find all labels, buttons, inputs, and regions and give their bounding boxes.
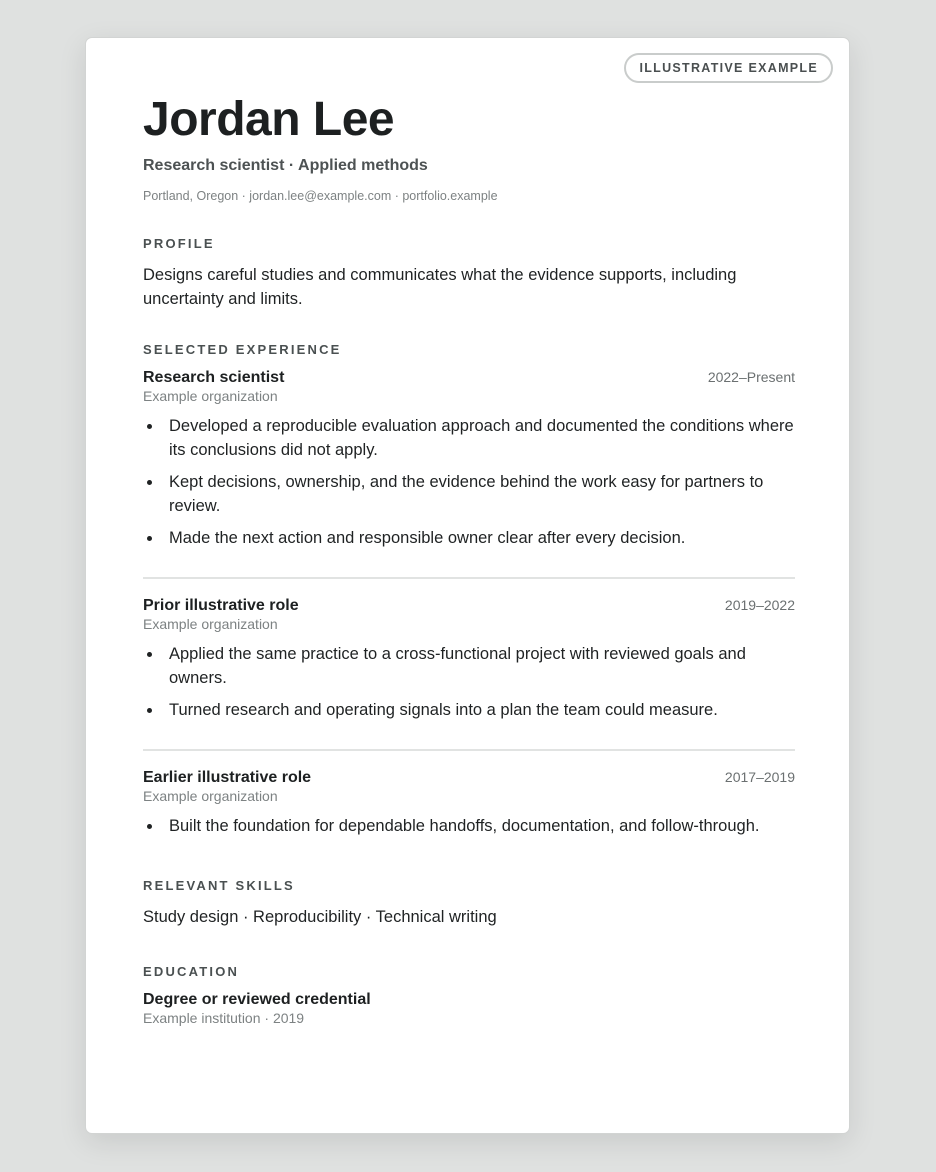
bullet-dot-icon [147, 652, 152, 657]
job-dates: 2019–2022 [724, 597, 795, 613]
job-title: Earlier illustrative role [143, 769, 312, 786]
bullet-item [143, 414, 795, 462]
bullet-item [143, 526, 795, 550]
illustrative-example-badge: ILLUSTRATIVE EXAMPLE [624, 53, 833, 83]
education-title: Degree or reviewed credential [143, 991, 371, 1008]
bullet-item [143, 642, 795, 690]
bullet-dot-icon [147, 424, 152, 429]
bullet-item [143, 698, 795, 722]
skills-text: Study design · Reproducibility · Technical writing [143, 908, 497, 926]
resume-page [85, 37, 850, 1134]
bullet-text: Turned research and operating signals into a plan the team could measure. [169, 701, 718, 719]
job-organization: Example organization [143, 616, 278, 632]
job-title: Research scientist [143, 369, 285, 386]
bullet-dot-icon [147, 824, 152, 829]
bullet-dot-icon [147, 480, 152, 485]
skills-heading: RELEVANT SKILLS [143, 878, 295, 893]
bullet-item [143, 814, 795, 838]
contact-line: Portland, Oregon · jordan.lee@example.com · portfolio.example [143, 189, 498, 203]
job-bullets [143, 814, 795, 846]
education-detail: Example institution · 2019 [143, 1010, 305, 1026]
bullet-text: Developed a reproducible evaluation approach and documented the conditions where its conclusions did not apply. [169, 417, 794, 459]
experience-heading: SELECTED EXPERIENCE [143, 342, 342, 357]
job-bullets [143, 414, 795, 558]
bullet-dot-icon [147, 536, 152, 541]
profile-heading: PROFILE [143, 236, 215, 251]
bullet-text: Made the next action and responsible owner clear after every decision. [169, 529, 686, 547]
education-heading: EDUCATION [143, 964, 240, 979]
candidate-subtitle: Research scientist · Applied methods [143, 157, 428, 174]
bullet-dot-icon [147, 708, 152, 713]
bullet-text: Built the foundation for dependable handoffs, documentation, and follow-through. [169, 817, 760, 835]
bullet-item [143, 470, 795, 518]
bullet-text: Applied the same practice to a cross-functional project with reviewed goals and owners. [169, 645, 746, 687]
job-dates: 2017–2019 [724, 769, 795, 785]
job-organization: Example organization [143, 388, 278, 404]
bullet-text: Kept decisions, ownership, and the evidence behind the work easy for partners to review. [169, 473, 764, 515]
experience-divider [143, 577, 795, 579]
job-organization: Example organization [143, 788, 278, 804]
job-title: Prior illustrative role [143, 597, 299, 614]
candidate-name: Jordan Lee [143, 93, 395, 146]
profile-text: Designs careful studies and communicates what the evidence supports, including uncertainty and limits. [143, 266, 737, 308]
job-bullets [143, 642, 795, 730]
experience-divider [143, 749, 795, 751]
job-dates: 2022–Present [707, 369, 795, 385]
